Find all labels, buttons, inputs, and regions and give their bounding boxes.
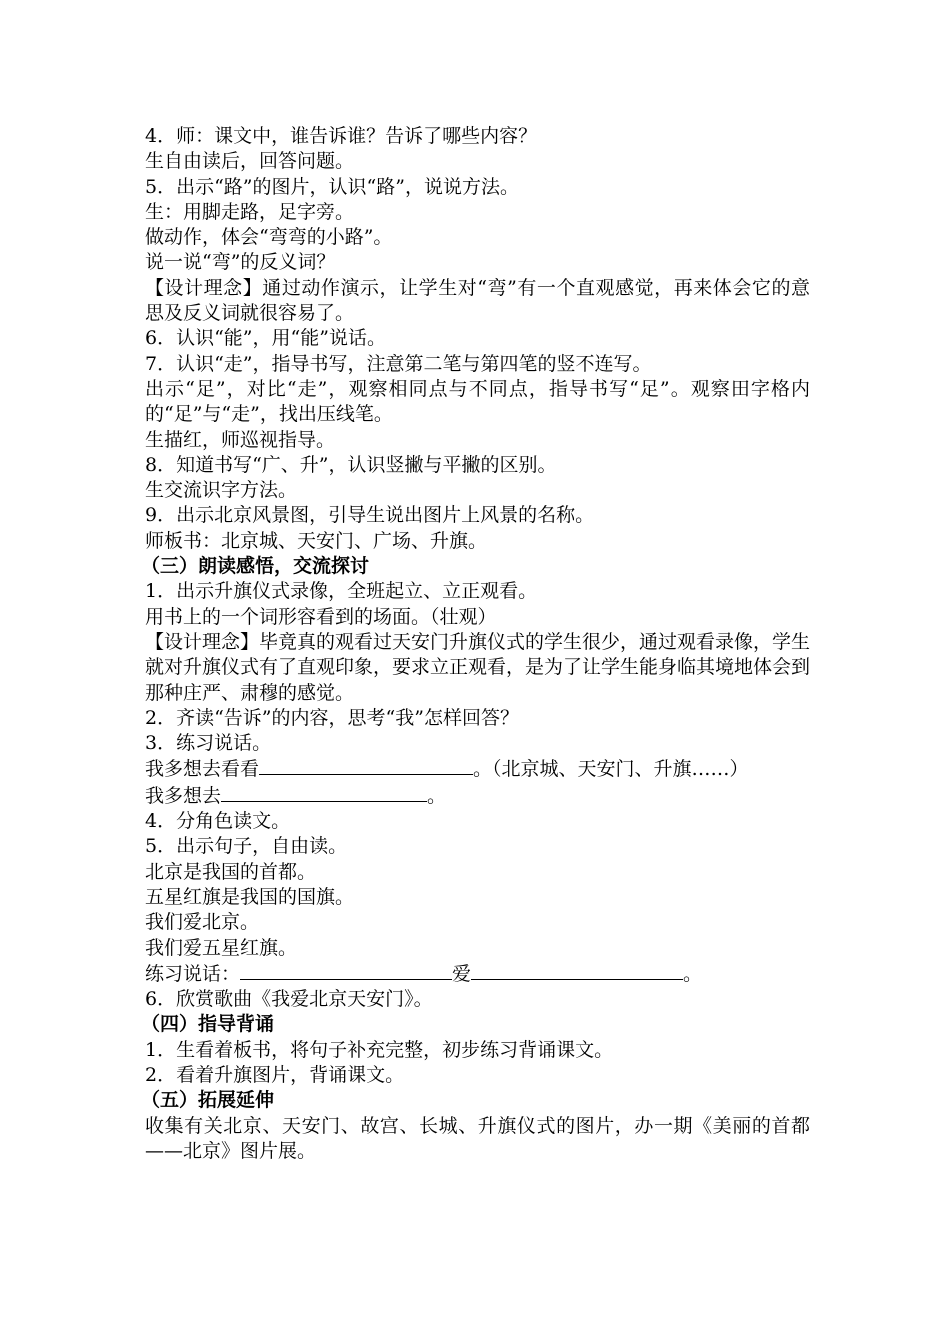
text-line: 3．练习说话。 [145, 732, 272, 755]
fill-blank [471, 961, 683, 980]
text-line: 生描红，师巡视指导。 [145, 428, 336, 451]
text-line: 2．齐读“告诉”的内容，思考“我”怎样回答？ [145, 706, 519, 729]
text-line: 我们爱北京。 [145, 911, 260, 934]
fill-blank-line [145, 961, 810, 987]
fill-blank-middle: 爱 [452, 962, 472, 985]
fill-blank [221, 783, 427, 802]
fill-blank-prefix: 我多想去看看 [145, 758, 260, 781]
text-line: 6．认识“能”，用“能”说话。 [145, 327, 386, 350]
text-line: 师板书：北京城、天安门、广场、升旗。 [145, 529, 488, 552]
text-line: 生：用脚走路，足字旁。 [145, 200, 355, 223]
text-line: 1．生看着板书，将句子补充完整，初步练习背诵课文。 [145, 1038, 614, 1061]
text-line: 8．知道书写“广、升”，认识竖撇与平撇的区别。 [145, 453, 557, 476]
section-heading: （三）朗读感悟，交流探讨 [141, 555, 370, 578]
fill-blank-prefix: 我多想去 [145, 784, 222, 807]
fill-blank-suffix: 。 [427, 784, 447, 807]
section-heading: （四）指导背诵 [141, 1013, 275, 1036]
text-line: 说一说“弯”的反义词？ [145, 251, 336, 274]
section-heading: （五）拓展延伸 [141, 1089, 275, 1112]
text-line: 我们爱五星红旗。 [145, 936, 298, 959]
fill-blank [240, 961, 452, 980]
text-line: 5．出示句子，自由读。 [145, 835, 348, 858]
text-line: 4．师：课文中，谁告诉谁？告诉了哪些内容？ [145, 125, 538, 147]
text-line: 生交流识字方法。 [145, 479, 298, 502]
design-note: 【设计理念】毕竟真的观看过天安门升旗仪式的学生很少，通过观看录像，学生就对升旗仪式有了直观印象，要求立正观看，是为了让学生能身临其境地体会到那种庄严、肃穆的感觉。 [145, 630, 811, 704]
text-line: 五星红旗是我国的国旗。 [145, 885, 355, 908]
design-note: 【设计理念】通过动作演示，让学生对“弯”有一个直观感觉，再来体会它的意思及反义词就很容易了。 [145, 276, 810, 325]
text-paragraph: 出示“足”，对比“走”，观察相同点与不同点，指导书写“足”。观察田字格内的“足”与“走”，找出压线笔。 [145, 377, 810, 426]
document-body [141, 124, 811, 1164]
text-line: 生自由读后，回答问题。 [145, 150, 355, 173]
fill-blank-suffix: 。（北京城、天安门、升旗……） [473, 758, 749, 781]
fill-blank-prefix: 练习说话： [145, 962, 241, 985]
text-line: 做动作，体会“弯弯的小路”。 [145, 226, 393, 249]
text-line: 5．出示“路”的图片，认识“路”，说说方法。 [145, 175, 519, 198]
fill-blank-line [145, 783, 810, 809]
text-line: 6．欣赏歌曲《我爱北京天安门》。 [145, 988, 433, 1011]
text-paragraph: 收集有关北京、天安门、故宫、长城、升旗仪式的图片，办一期《美丽的首都——北京》图片展。 [145, 1114, 810, 1162]
fill-blank-suffix: 。 [683, 962, 703, 985]
text-line: 1．出示升旗仪式录像，全班起立、立正观看。 [145, 580, 538, 603]
text-line: 用书上的一个词形容看到的场面。（壮观） [145, 605, 497, 628]
text-line: 北京是我国的首都。 [145, 860, 317, 883]
text-line: 7．认识“走”，指导书写，注意第二笔与第四笔的竖不连写。 [145, 352, 652, 375]
text-line: 4．分角色读文。 [145, 810, 291, 833]
fill-blank [259, 756, 473, 775]
text-line: 2．看着升旗图片，背诵课文。 [145, 1063, 405, 1086]
text-line: 9．出示北京风景图，引导生说出图片上风景的名称。 [145, 504, 595, 527]
fill-blank-line [145, 756, 810, 782]
